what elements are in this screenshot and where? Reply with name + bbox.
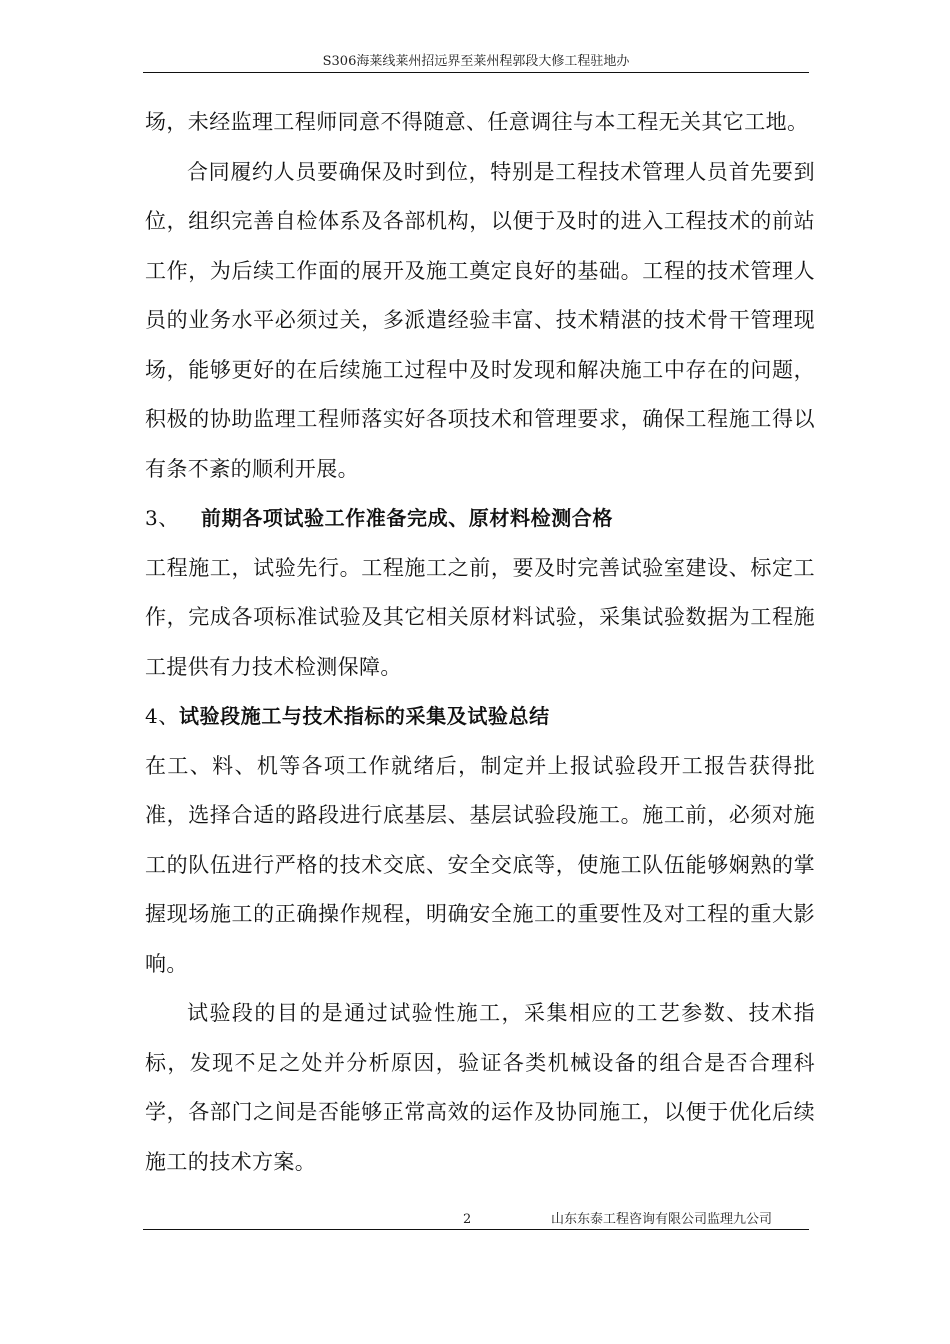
section-title-3: 前期各项试验工作准备完成、原材料检测合格 xyxy=(201,506,613,530)
page-number: 2 xyxy=(463,1212,472,1227)
header-rule xyxy=(143,72,809,73)
document-body xyxy=(145,98,815,1187)
section-heading-3 xyxy=(145,494,815,544)
footer-rule xyxy=(143,1229,809,1230)
paragraph-personnel: 合同履约人员要确保及时到位，特别是工程技术管理人员首先要到位，组织完善自检体系及各部机构，以便于及时的进入工程技术的前站工作，为后续工作面的展开及施工奠定良好的基础。工程的技术管理人员的业务水平必须过关，多派遣经验丰富、技术精湛的技术骨干管理现场，能够更好的在后续施工过程中及时发现和解决施工中存在的问题，积极的协助监理工程师落实好各项技术和管理要求，确保工程施工得以有条不紊的顺利开展。 xyxy=(145,159,815,481)
running-header: S306海莱线莱州招远界至莱州程郭段大修工程驻地办 xyxy=(322,54,630,69)
paragraph-trial-purpose: 试验段的目的是通过试验性施工，采集相应的工艺参数、技术指标，发现不足之处并分析原因，验证各类机械设备的组合是否合理科学，各部门之间是否能够正常高效的运作及协同施工，以便于优化后续施工的技术方案。 xyxy=(145,1001,815,1174)
paragraph-trial-section: 在工、料、机等各项工作就绪后，制定并上报试验段开工报告获得批准，选择合适的路段进行底基层、基层试验段施工。施工前，必须对施工的队伍进行严格的技术交底、安全交底等，使施工队伍能够娴熟的掌握现场施工的正确操作规程，明确安全施工的重要性及对工程的重大影响。 xyxy=(145,753,815,976)
paragraph-continuation: 场，未经监理工程师同意不得随意、任意调往与本工程无关其它工地。 xyxy=(145,110,809,134)
section-number-4: 4、 xyxy=(145,704,179,728)
paragraph-testing: 工程施工，试验先行。工程施工之前，要及时完善试验室建设、标定工作，完成各项标准试验及其它相关原材料试验，采集试验数据为工程施工提供有力技术检测保障。 xyxy=(145,555,815,679)
footer-company: 山东东泰工程咨询有限公司监理九公司 xyxy=(551,1212,773,1227)
section-title-4: 试验段施工与技术指标的采集及试验总结 xyxy=(178,704,550,728)
section-heading-4 xyxy=(145,692,815,742)
section-number-3: 3、 xyxy=(145,506,179,530)
